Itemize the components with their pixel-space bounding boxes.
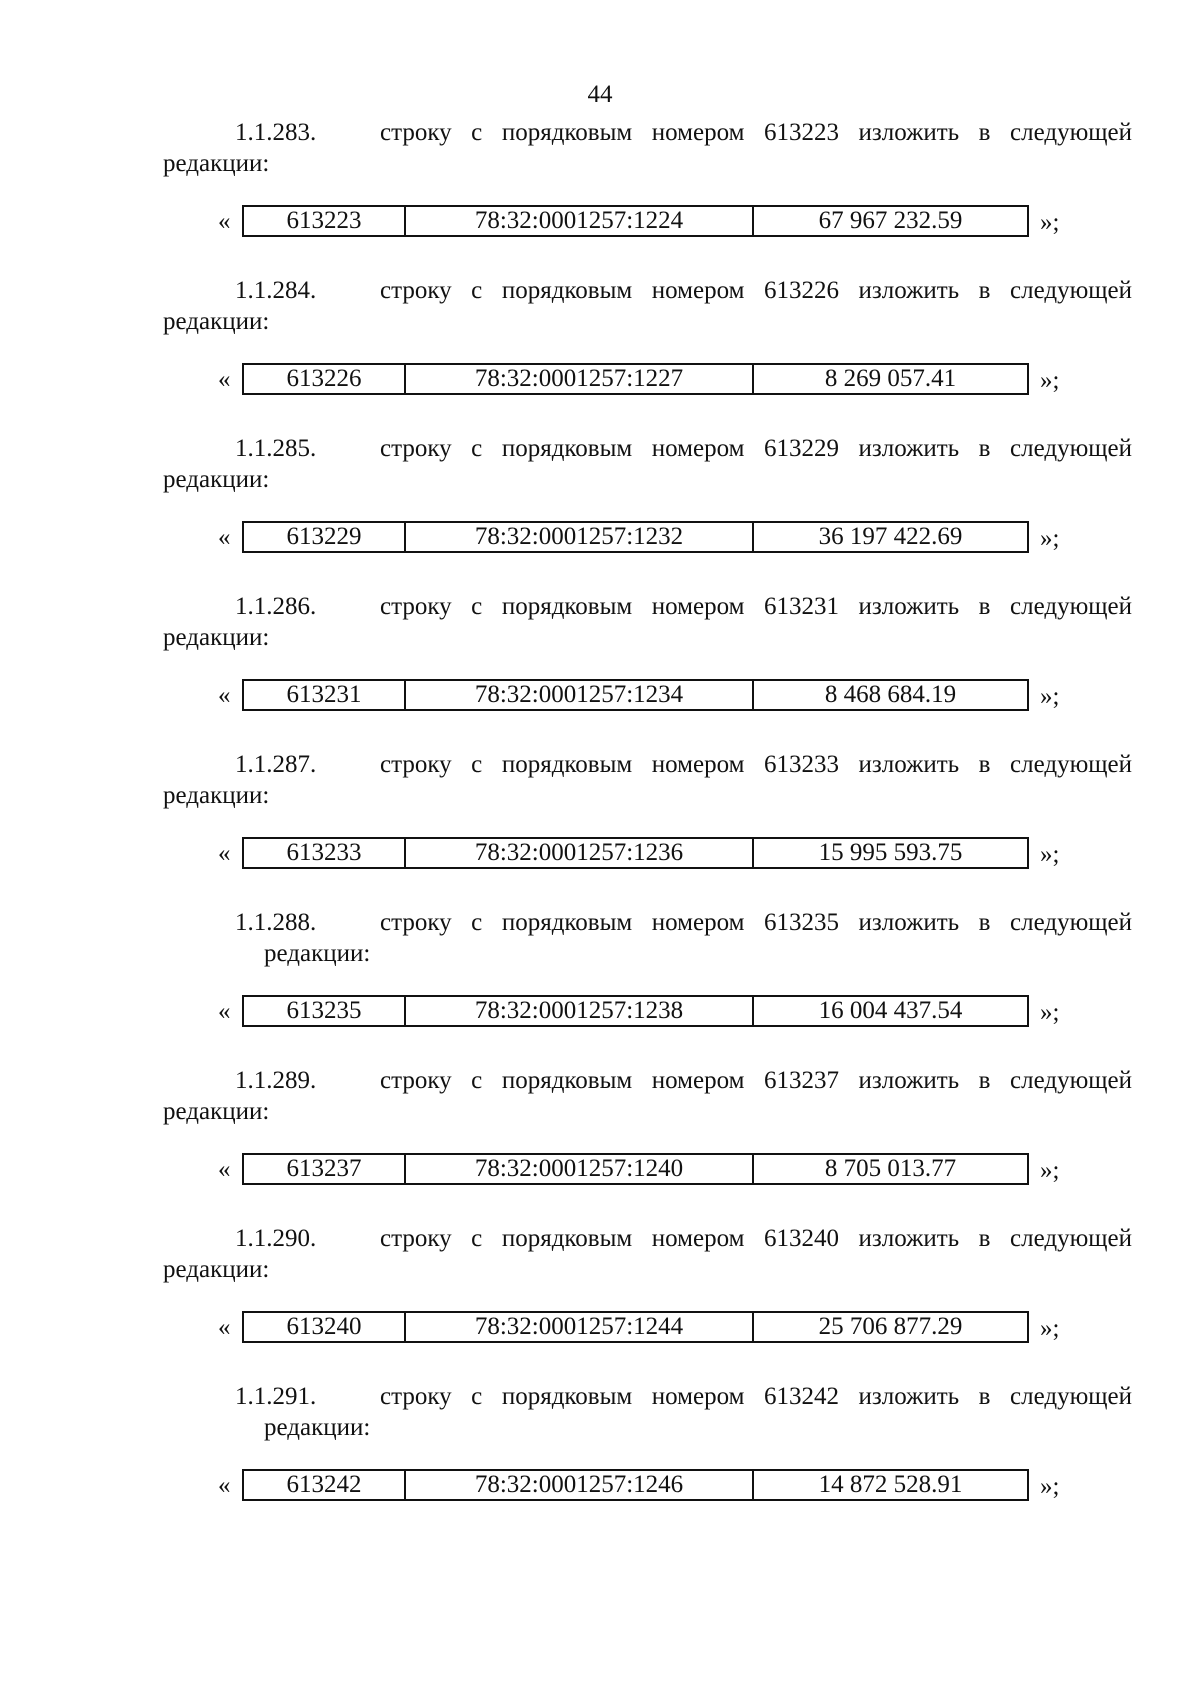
closing-quote: »; bbox=[1040, 1473, 1060, 1500]
item-continuation: редакции: bbox=[163, 1098, 270, 1125]
item-heading bbox=[0, 274, 1200, 308]
table-row bbox=[0, 1153, 1200, 1187]
closing-quote: »; bbox=[1040, 683, 1060, 710]
item-continuation: редакции: bbox=[163, 466, 270, 493]
closing-quote: »; bbox=[1040, 841, 1060, 868]
row-box bbox=[242, 521, 1029, 553]
row-id-cell: 613223 bbox=[244, 207, 406, 235]
value-cell: 15 995 593.75 bbox=[818, 839, 963, 866]
item-text: строку с порядковым номером 613235 изложить в следующей bbox=[380, 909, 1132, 936]
item-heading bbox=[0, 432, 1200, 466]
closing-quote: »; bbox=[1040, 1157, 1060, 1184]
row-box bbox=[242, 995, 1029, 1027]
opening-quote: « bbox=[218, 682, 231, 709]
amendment-item bbox=[0, 432, 1200, 590]
value-cell: 25 706 877.29 bbox=[818, 1313, 963, 1340]
row-id-cell: 613240 bbox=[244, 1313, 406, 1341]
cadastral-number-cell: 78:32:0001257:1227 bbox=[406, 365, 754, 393]
table-row bbox=[0, 1469, 1200, 1503]
row-id-cell: 613233 bbox=[244, 839, 406, 867]
item-heading bbox=[0, 590, 1200, 624]
item-number: 1.1.284. bbox=[235, 277, 317, 304]
item-heading bbox=[0, 1064, 1200, 1098]
item-heading bbox=[0, 1380, 1200, 1414]
item-continuation: редакции: bbox=[163, 782, 270, 809]
value-cell: 8 468 684.19 bbox=[824, 681, 957, 708]
closing-quote: »; bbox=[1040, 999, 1060, 1026]
cadastral-number-cell: 78:32:0001257:1244 bbox=[406, 1313, 754, 1341]
row-id-cell: 613226 bbox=[244, 365, 406, 393]
item-heading bbox=[0, 906, 1200, 940]
amendment-item bbox=[0, 1064, 1200, 1222]
closing-quote: »; bbox=[1040, 209, 1060, 236]
cadastral-number-cell: 78:32:0001257:1224 bbox=[406, 207, 754, 235]
item-number: 1.1.289. bbox=[235, 1067, 317, 1094]
value-cell: 14 872 528.91 bbox=[818, 1471, 963, 1498]
item-continuation: редакции: bbox=[163, 624, 270, 651]
row-box bbox=[242, 205, 1029, 237]
row-id-cell: 613237 bbox=[244, 1155, 406, 1183]
cadastral-number-cell: 78:32:0001257:1240 bbox=[406, 1155, 754, 1183]
item-text: строку с порядковым номером 613233 изложить в следующей bbox=[380, 751, 1132, 778]
opening-quote: « bbox=[218, 208, 231, 235]
amendment-list bbox=[0, 116, 1200, 1538]
item-number: 1.1.291. bbox=[235, 1383, 317, 1410]
amendment-item bbox=[0, 906, 1200, 1064]
cadastral-number-cell: 78:32:0001257:1238 bbox=[406, 997, 754, 1025]
opening-quote: « bbox=[218, 998, 231, 1025]
closing-quote: »; bbox=[1040, 1315, 1060, 1342]
table-row bbox=[0, 679, 1200, 713]
opening-quote: « bbox=[218, 524, 231, 551]
amendment-item bbox=[0, 116, 1200, 274]
row-box bbox=[242, 837, 1029, 869]
amendment-item bbox=[0, 748, 1200, 906]
amendment-item bbox=[0, 274, 1200, 432]
value-cell: 36 197 422.69 bbox=[818, 523, 963, 550]
table-row bbox=[0, 521, 1200, 555]
item-continuation: редакции: bbox=[264, 1414, 371, 1441]
row-box bbox=[242, 679, 1029, 711]
cadastral-number-cell: 78:32:0001257:1234 bbox=[406, 681, 754, 709]
amendment-item bbox=[0, 1222, 1200, 1380]
cadastral-number-cell: 78:32:0001257:1236 bbox=[406, 839, 754, 867]
cadastral-number-cell: 78:32:0001257:1232 bbox=[406, 523, 754, 551]
amendment-item bbox=[0, 590, 1200, 748]
table-row bbox=[0, 995, 1200, 1029]
table-row bbox=[0, 837, 1200, 871]
item-text: строку с порядковым номером 613226 изложить в следующей bbox=[380, 277, 1132, 304]
item-number: 1.1.286. bbox=[235, 593, 317, 620]
item-number: 1.1.290. bbox=[235, 1225, 317, 1252]
table-row bbox=[0, 363, 1200, 397]
item-heading bbox=[0, 748, 1200, 782]
item-text: строку с порядковым номером 613231 изложить в следующей bbox=[380, 593, 1132, 620]
item-text: строку с порядковым номером 613237 изложить в следующей bbox=[380, 1067, 1132, 1094]
table-row bbox=[0, 1311, 1200, 1345]
opening-quote: « bbox=[218, 1314, 231, 1341]
value-cell: 67 967 232.59 bbox=[818, 207, 963, 234]
row-id-cell: 613231 bbox=[244, 681, 406, 709]
row-box bbox=[242, 1153, 1029, 1185]
opening-quote: « bbox=[218, 366, 231, 393]
value-cell: 8 269 057.41 bbox=[824, 365, 957, 392]
item-text: строку с порядковым номером 613223 изложить в следующей bbox=[380, 119, 1132, 146]
opening-quote: « bbox=[218, 840, 231, 867]
table-row bbox=[0, 205, 1200, 239]
item-text: строку с порядковым номером 613229 изложить в следующей bbox=[380, 435, 1132, 462]
value-cell: 8 705 013.77 bbox=[824, 1155, 957, 1182]
value-cell: 16 004 437.54 bbox=[818, 997, 963, 1024]
item-heading bbox=[0, 1222, 1200, 1256]
row-box bbox=[242, 363, 1029, 395]
item-continuation: редакции: bbox=[163, 1256, 270, 1283]
item-number: 1.1.287. bbox=[235, 751, 317, 778]
row-id-cell: 613229 bbox=[244, 523, 406, 551]
closing-quote: »; bbox=[1040, 525, 1060, 552]
item-continuation: редакции: bbox=[163, 150, 270, 177]
item-continuation: редакции: bbox=[163, 308, 270, 335]
amendment-item bbox=[0, 1380, 1200, 1538]
item-number: 1.1.283. bbox=[235, 119, 317, 146]
row-id-cell: 613235 bbox=[244, 997, 406, 1025]
item-number: 1.1.285. bbox=[235, 435, 317, 462]
closing-quote: »; bbox=[1040, 367, 1060, 394]
opening-quote: « bbox=[218, 1472, 231, 1499]
row-box bbox=[242, 1469, 1029, 1501]
item-heading bbox=[0, 116, 1200, 150]
item-text: строку с порядковым номером 613240 изложить в следующей bbox=[380, 1225, 1132, 1252]
item-text: строку с порядковым номером 613242 изложить в следующей bbox=[380, 1383, 1132, 1410]
row-box bbox=[242, 1311, 1029, 1343]
page-number: 44 bbox=[587, 81, 613, 108]
cadastral-number-cell: 78:32:0001257:1246 bbox=[406, 1471, 754, 1499]
item-number: 1.1.288. bbox=[235, 909, 317, 936]
opening-quote: « bbox=[218, 1156, 231, 1183]
item-continuation: редакции: bbox=[264, 940, 371, 967]
row-id-cell: 613242 bbox=[244, 1471, 406, 1499]
